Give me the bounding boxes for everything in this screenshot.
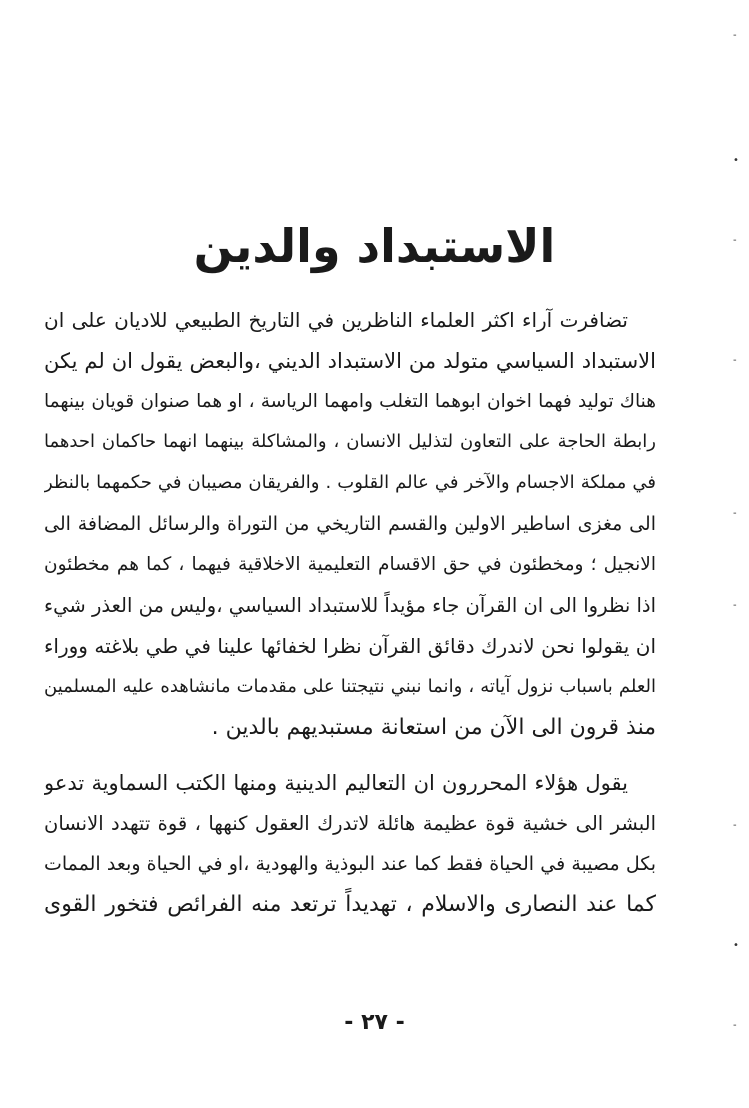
text-line: بكل مصيبة في الحياة فقط كما عند البوذية والهودية ،او في الحياة وبعد الممات bbox=[44, 853, 656, 876]
margin-mark: - bbox=[733, 508, 737, 519]
margin-mark: - bbox=[733, 30, 737, 41]
text-line: اذا نظروا الى ان القرآن جاء مؤيداً للاستبداد السياسي ،وليس من العذر شيء bbox=[44, 593, 656, 617]
text-line: العلم باسباب نزول آياته ، وانما نبني نتيجتنا على مقدمات مانشاهده عليه المسلمين bbox=[44, 676, 656, 698]
text-line: ان يقولوا نحن لاندرك دقائق القرآن نظرا لخفائها علينا في طي بلاغته ووراء bbox=[44, 634, 656, 659]
text-line: هناك توليد فهما اخوان ابوهما التغلب وامهما الرياسة ، او هما صنوان قويان بينهما bbox=[44, 390, 656, 412]
margin-mark: - bbox=[733, 600, 737, 611]
text-line: الانجيل ؛ ومخطئون في حق الاقسام التعليمية الاخلاقية فيهما ، كما هم مخطئون bbox=[44, 553, 656, 575]
paragraph-gap bbox=[44, 749, 656, 763]
body-text bbox=[44, 300, 656, 926]
margin-mark: - bbox=[733, 235, 737, 246]
margin-mark: • bbox=[733, 155, 739, 166]
text-line: كما عند النصارى والاسلام ، تهديداً ترتعد منه الفرائص فتخور القوى bbox=[44, 892, 656, 918]
text-line: منذ قرون الى الآن من استعانة مستبديهم بالدين . bbox=[211, 714, 656, 740]
text-line: يقول هؤلاء المحررون ان التعاليم الدينية ومنها الكتب السماوية تدعو bbox=[44, 770, 628, 795]
text-line: تضافرت آراء اكثر العلماء الناظرين في التاريخ الطبيعي للاديان على ان bbox=[44, 308, 628, 332]
margin-mark: - bbox=[733, 355, 737, 366]
margin-mark: • bbox=[733, 940, 739, 951]
text-line: الاستبداد السياسي متولد من الاستبداد الديني ،والبعض يقول ان لم يكن bbox=[44, 348, 656, 373]
text-line: رابطة الحاجة على التعاون لتذليل الانسان ، والمشاكلة بينهما انهما حاكمان احدهما bbox=[44, 431, 656, 453]
page-number: - ٢٧ - bbox=[344, 1010, 405, 1035]
paragraph-2 bbox=[44, 763, 656, 926]
paragraph-1 bbox=[44, 300, 656, 749]
text-line: البشر الى خشية قوة عظيمة هائلة لاتدرك العقول كنهها ، قوة تتهدد الانسان bbox=[44, 811, 656, 835]
margin-mark: - bbox=[733, 1020, 737, 1031]
text-line: الى مغزى اساطير الاولين والقسم التاريخي من التوراة والرسائل المضافة الى bbox=[44, 512, 656, 535]
margin-mark: - bbox=[733, 820, 737, 831]
text-line: في مملكة الاجسام والآخر في عالم القلوب . والفريقان مصيبان في حكمهما بالنظر bbox=[44, 472, 656, 494]
chapter-title: الاستبداد والدين bbox=[193, 219, 556, 273]
